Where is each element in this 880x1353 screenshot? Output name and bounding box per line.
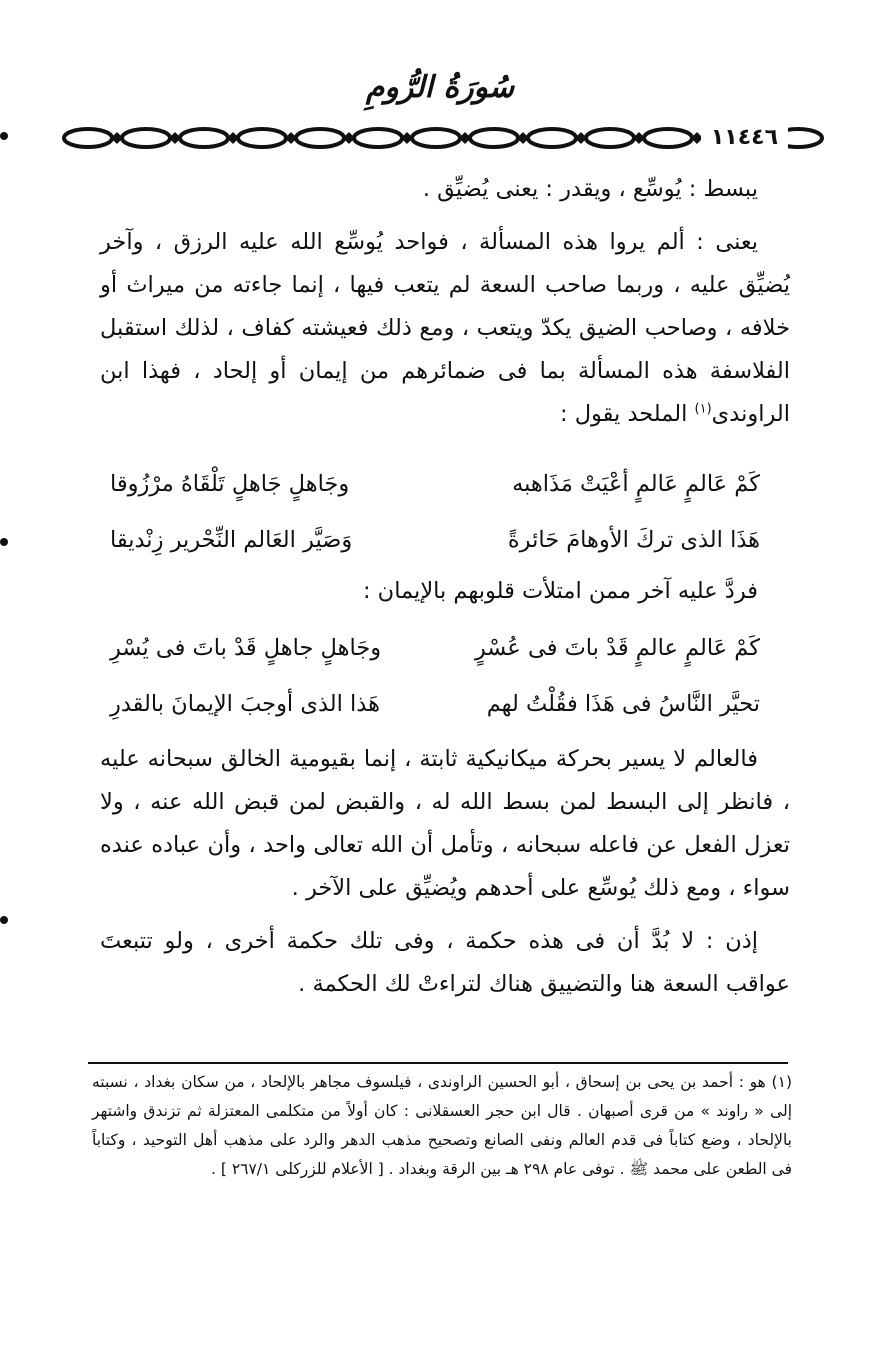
paragraph-body: لم يروا هذه المسألة ، فواحد يُوسِّع الله عليه الرزق ، وآخر يُضيِّق عليه ، وربما صاحب السعة لم يتعب فيها ، إنما جاءته من ميراث أو خلافه ، وصاحب الضيق يكدّ ويتعب ، ومع ذلك فعيشته كفاف ، لذلك استقبل الفلاسفة هذه المسألة بما فى ضمائرهم من إيمان أو إلحاد ، فهذا ابن الراوندى xyxy=(100,229,790,427)
poem-verse xyxy=(100,512,790,568)
response-line: فردَّ عليه آخر ممن امتلأت قلوبهم بالإيمان : xyxy=(362,578,758,604)
main-text-top xyxy=(100,168,790,436)
verse-first-hemistich: هَذَا الذى تركَ الأوهامَ حَائرةً xyxy=(507,527,760,553)
footnote-divider xyxy=(88,1062,788,1064)
footnote: (١) هو : أحمد بن يحى بن إسحاق ، أبو الحسين الراوندى ، فيلسوف مجاهر بالإلحاد ، من سكان بغداد ، نسبته إلى « راوند » من قرى أصبهان . قال ابن حجر العسقلانى : كان أولاً من متكلمى المعتزلة ثم تزندق واشتهر بالإلحاد ، وضع كتاباً فى قدم العالم ونفى الصانع وتصحيح مذهب الدهر والرد على مذهب أهل التوحيد ، وكتاباً فى الطعن على محمد ﷺ . توفى عام ٢٩٨ هـ بين الرقة وبغداد . [ الأعلام للزركلى ٢٦٧/١ ] . xyxy=(92,1073,792,1178)
page-number: ١١٤٤٦ xyxy=(701,120,788,156)
poem-verse xyxy=(100,456,790,512)
paragraph-explanation xyxy=(100,221,790,436)
paragraph-wisdom: فالعالم لا يسير بحركة ميكانيكية ثابتة ، إنما بقيومية الخالق سبحانه عليه ، فانظر إلى البسط لمن بسط الله له ، والقبض لمن قبض الله عنه ، ولا تعزل الفعل عن فاعله سبحانه ، وتأمل أن الله تعالى واحد ، وأن عباده عنده سواء ، ومع ذلك يُوسِّع على أحدهم ويُضيِّق على الآخر . xyxy=(100,746,790,901)
paragraph-ending: الملحد يقول : xyxy=(559,401,695,427)
poem-verse xyxy=(100,676,790,732)
verse-second-hemistich: هَذا الذى أوجبَ الإيمانَ بالقدرِ xyxy=(110,691,380,717)
margin-mark xyxy=(0,132,8,140)
verse-first-hemistich: كَمْ عَالمٍ عالمٍ قَدْ باتَ فى عُسْرٍ xyxy=(474,635,760,661)
surah-title: سُورَةُ الرُّومِ xyxy=(365,70,515,105)
poem-first xyxy=(100,456,790,568)
margin-mark xyxy=(0,538,8,546)
footnote-marker[interactable]: (١) xyxy=(694,401,712,417)
paragraph-conclusion: إذن : لا بُدَّ أن فى هذه حكمة ، وفى تلك حكمة أخرى ، ولو تتبعتَ عواقب السعة هنا والتضييق هناك لتراءتْ لك الحكمة . xyxy=(100,928,790,997)
header-ornament-band xyxy=(58,120,828,156)
paragraph-definition: يبسط : يُوسِّع ، ويقدر : يعنى يُضيِّق . xyxy=(422,176,758,202)
main-text-bottom xyxy=(100,738,790,1006)
verse-second-hemistich: وجَاهلٍ جَاهلٍ تَلْقَاهُ مرْزُوقا xyxy=(110,471,350,497)
verse-second-hemistich: وجَاهلٍ جاهلٍ قَدْ باتَ فى يُسْرِ xyxy=(110,635,382,661)
verse-first-hemistich: تحيَّر النَّاسُ فى هَذَا فقُلْتُ لهم xyxy=(486,691,760,717)
poem-second xyxy=(100,620,790,732)
poem-verse xyxy=(100,620,790,676)
paragraph-lead: يعنى : أ xyxy=(678,229,758,255)
verse-first-hemistich: كَمْ عَالمٍ عَالمٍ أعْيَتْ مَذَاهبه xyxy=(512,471,760,497)
verse-second-hemistich: وَصَيَّر العَالم النِّحْرير زِنْديقا xyxy=(110,527,353,553)
margin-mark xyxy=(0,916,8,924)
